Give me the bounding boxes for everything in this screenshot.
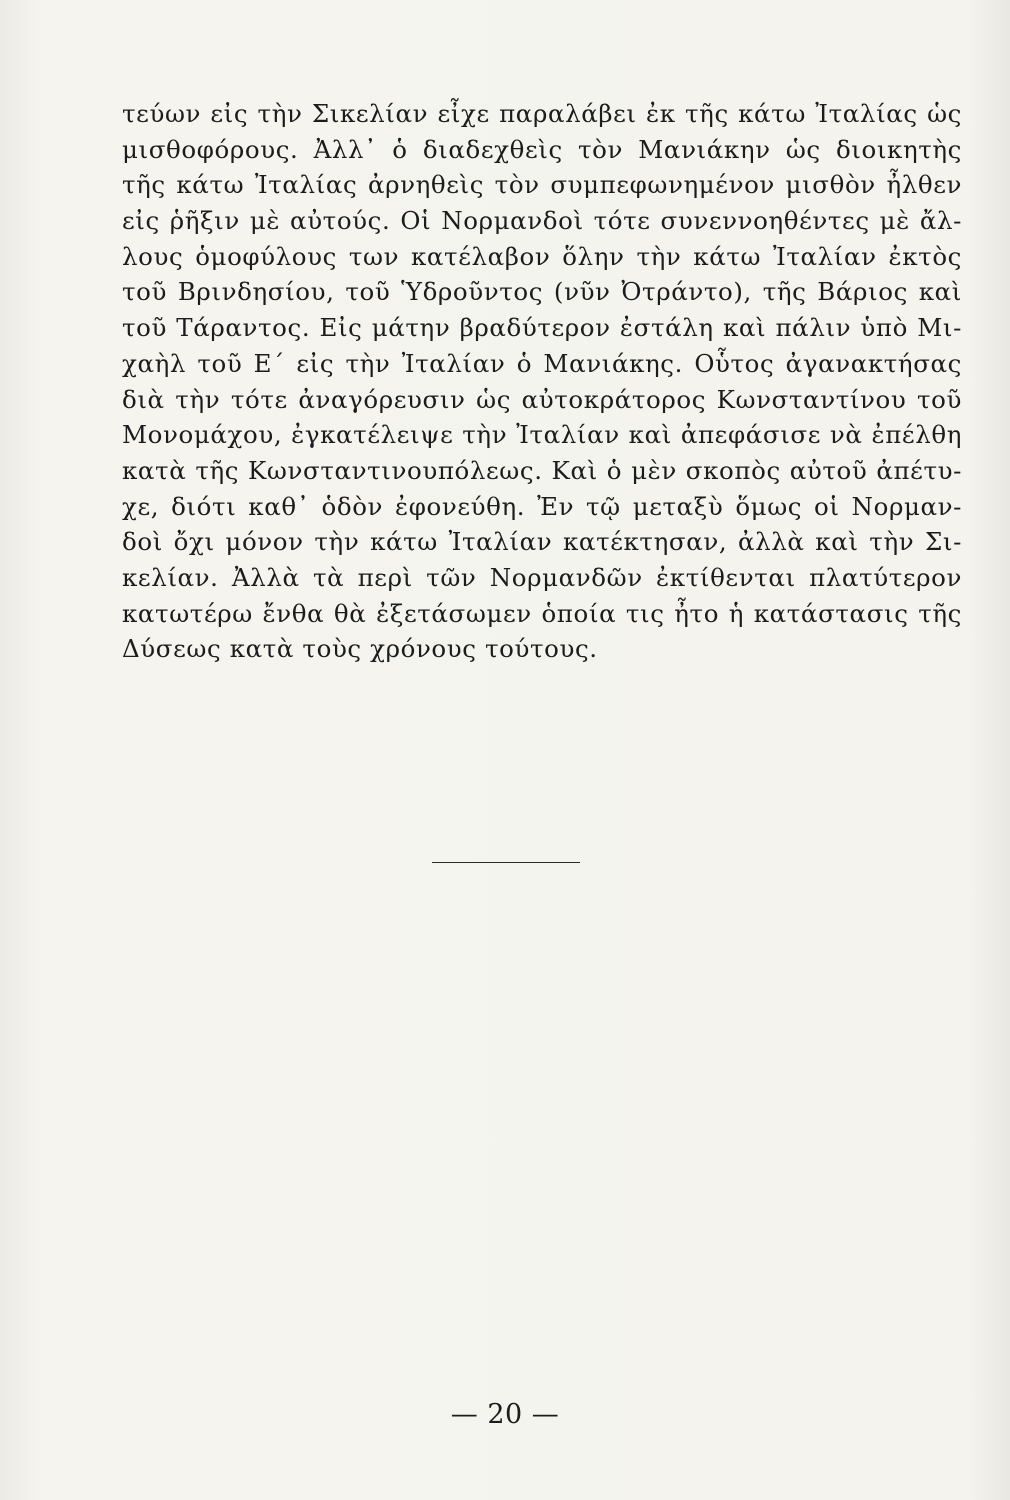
text-line: κατωτέρω ἔνθα θὰ ἐξετάσωμεν ὁποία τις ἦτο ἡ κατάστασις τῆς bbox=[122, 598, 962, 628]
text-line: Μονομάχου, ἐγκατέλειψε τὴν Ἰταλίαν καὶ ἀπεφάσισε νὰ ἐπέλθη bbox=[122, 420, 962, 450]
text-line: τοῦ Βρινδησίου, τοῦ Ὑδροῦντος (νῦν Ὀτράντο), τῆς Βάριος καὶ bbox=[122, 277, 962, 307]
text-line: κατὰ τῆς Κωνσταντινουπόλεως. Καὶ ὁ μὲν σκοπὸς αὐτοῦ ἀπέτυ- bbox=[122, 455, 962, 485]
text-line: τοῦ Τάραντος. Εἰς μάτην βραδύτερον ἐστάλη καὶ πάλιν ὑπὸ Μι- bbox=[122, 313, 962, 343]
text-line: τῆς κάτω Ἰταλίας ἀρνηθεὶς τὸν συμπεφωνημένον μισθὸν ἦλθεν bbox=[122, 170, 962, 200]
text-line: χε, διότι καθ᾽ ὁδὸν ἐφονεύθη. Ἐν τῷ μεταξὺ ὅμως οἱ Νορμαν- bbox=[122, 491, 962, 521]
text-line: χαὴλ τοῦ Ε΄ εἰς τὴν Ἰταλίαν ὁ Μανιάκης. Οὗτος ἀγανακτήσας bbox=[122, 348, 962, 378]
text-line: διὰ τὴν τότε ἀναγόρευσιν ὡς αὐτοκράτορος Κωνσταντίνου τοῦ bbox=[122, 384, 962, 414]
page-number: — 20 — bbox=[450, 1399, 560, 1430]
text-line: κελίαν. Ἀλλὰ τὰ περὶ τῶν Νορμανδῶν ἐκτίθενται πλατύτερον bbox=[122, 562, 962, 592]
section-separator-rule bbox=[432, 862, 580, 863]
text-line: τεύων εἰς τὴν Σικελίαν εἶχε παραλάβει ἐκ τῆς κάτω Ἰταλίας ὡς bbox=[122, 99, 962, 128]
text-line: Δύσεως κατὰ τοὺς χρόνους τούτους. bbox=[122, 634, 598, 664]
text-line: λους ὁμοφύλους των κατέλαβον ὅλην τὴν κάτω Ἰταλίαν ἐκτὸς bbox=[122, 241, 962, 271]
body-paragraph bbox=[122, 96, 962, 667]
text-line: εἰς ῥῆξιν μὲ αὐτούς. Οἱ Νορμανδοὶ τότε συνεννοηθέντες μὲ ἄλ- bbox=[122, 206, 962, 236]
text-line: μισθοφόρους. Ἀλλ᾽ ὁ διαδεχθεὶς τὸν Μανιάκην ὡς διοικητὴς bbox=[122, 134, 962, 164]
text-line: δοὶ ὄχι μόνον τὴν κάτω Ἰταλίαν κατέκτησαν, ἀλλὰ καὶ τὴν Σι- bbox=[122, 527, 962, 557]
